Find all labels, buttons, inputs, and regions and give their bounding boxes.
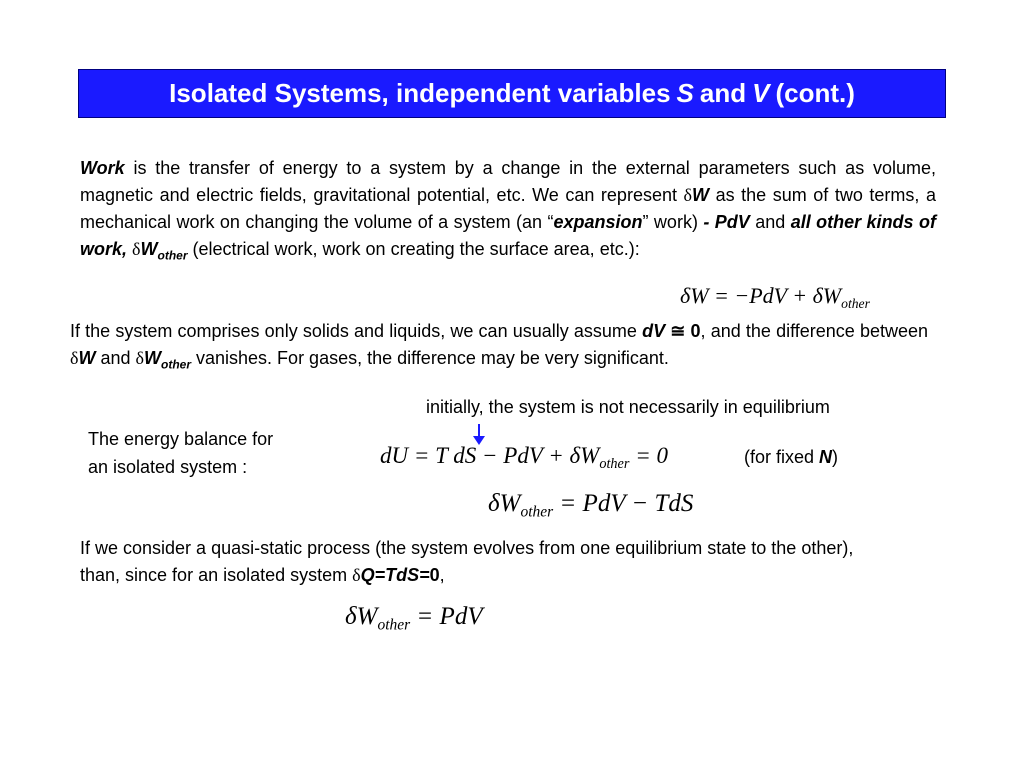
para1-text-5: (electrical work, work on creating the surface area, etc.): xyxy=(187,239,640,259)
para1-text-4: and xyxy=(749,212,791,232)
dw-symbol: W xyxy=(78,348,96,368)
fixed-n-note xyxy=(744,444,838,471)
eq1-subscript: other xyxy=(841,295,870,311)
slide-title xyxy=(78,69,946,118)
dwo-symbol: W xyxy=(144,348,162,368)
w-other-subscript: other xyxy=(157,248,188,263)
energy-balance-line1: The energy balance for xyxy=(88,429,274,449)
eq4-subscript: other xyxy=(377,616,411,634)
work-definition-paragraph xyxy=(80,155,936,270)
work-term: Work xyxy=(80,158,125,178)
w-other-symbol: W xyxy=(140,239,158,259)
para3-text-2: , xyxy=(439,565,445,585)
equation-work-sum xyxy=(680,283,870,312)
delta-symbol-5: δ xyxy=(352,565,361,585)
zero-value-2: 0 xyxy=(429,565,440,585)
quasi-static-paragraph xyxy=(80,535,880,589)
title-main: Isolated Systems, independent variables xyxy=(169,78,671,108)
solids-liquids-paragraph xyxy=(70,318,928,379)
delta-symbol-4: δ xyxy=(135,348,145,368)
expansion-term: expansion xyxy=(553,212,643,232)
para2-text-2: , and the difference between xyxy=(700,321,928,341)
energy-balance-line2: an isolated system : xyxy=(88,457,248,477)
eq3-subscript: other xyxy=(520,503,554,521)
q-tds-term: Q=TdS= xyxy=(360,565,430,585)
eq2-subscript: other xyxy=(599,455,630,472)
delta-symbol: δ xyxy=(683,185,693,205)
n-symbol: N xyxy=(819,447,833,467)
w-symbol: W xyxy=(692,185,710,205)
para2-text-1: If the system comprises only solids and liquids, we can usually assume xyxy=(70,321,643,341)
zero-value: 0 xyxy=(690,321,701,341)
eq2-tail: = 0 xyxy=(629,443,668,468)
para1-text-1: is the transfer of energy to a system by a change in the external parameters such as volume, magnetic and electric fields, gravitational potential, etc. We can represent xyxy=(80,158,936,205)
minus-pdv-term: - PdV xyxy=(703,212,750,232)
para3-text-1: If we consider a quasi-static process (the system evolves from one equilibrium state to the other), than, since for an isolated system xyxy=(80,538,854,585)
equation-energy-balance xyxy=(380,443,668,473)
fixed-n-pre: (for fixed xyxy=(744,447,820,467)
eq4-tail: = PdV xyxy=(410,603,483,630)
approx-symbol: ≅ xyxy=(665,321,691,341)
delta-symbol-3: δ xyxy=(70,348,79,368)
dv-symbol: dV xyxy=(642,321,666,341)
title-cont: (cont.) xyxy=(775,78,855,108)
all-other-work-term: all other kinds of work, xyxy=(80,212,936,259)
para1-text-2: as the sum of two terms, a mechanical work on changing the volume of a system (an “ xyxy=(80,185,936,232)
eq1-main: δW = −PdV + δW xyxy=(680,283,842,308)
equilibrium-note: initially, the system is not necessarily in equilibrium xyxy=(426,397,830,417)
title-var-s: S xyxy=(676,78,694,108)
equation-w-other-pdv xyxy=(345,603,483,634)
title-and: and xyxy=(699,78,747,108)
equation-w-other xyxy=(488,490,693,521)
para2-text-3: and xyxy=(95,348,136,368)
para2-text-4: vanishes. For gases, the difference may be very significant. xyxy=(191,348,669,368)
para1-text-3: ” work) xyxy=(642,212,704,232)
dwo-subscript: other xyxy=(161,357,192,372)
fixed-n-post: ) xyxy=(832,447,839,467)
title-var-v: V xyxy=(752,78,770,108)
eq3-tail: = PdV − TdS xyxy=(553,490,694,517)
delta-symbol-2: δ xyxy=(132,239,141,259)
eq3-main: δW xyxy=(488,490,521,517)
energy-balance-label xyxy=(88,425,273,481)
eq2-main: dU = T dS − PdV + δW xyxy=(380,443,600,468)
eq4-main: δW xyxy=(345,603,378,630)
